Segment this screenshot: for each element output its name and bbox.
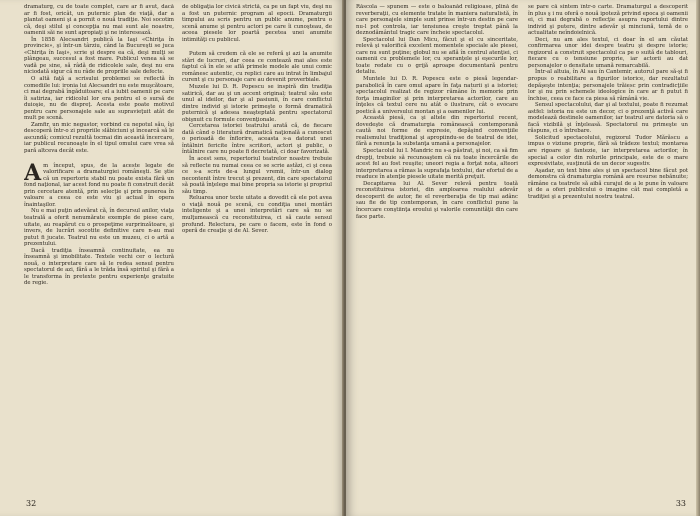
right-page-column-2: [528, 4, 688, 494]
paragraph: Sensul spectacolului, dar şi al textului, poate fi rezumat astfel: istoria nu este un decor, ci o prezenţă activă care modelează destinele oamenilor, iar teatrul are datoria să o facă vizibilă şi înţeleasă. Spectatorul nu primeşte un răspuns, ci o întrebare.: [528, 102, 688, 135]
paragraph: de obligaţia lor civică strictă, ca pe un fapt viu, deşi nu a fost un puternic program al epocii. Dramaturgii timpului au scris pentru un public anume, pentru o scenă anume şi pentru actori pe care îi cunoşteau, de aceea piesele lor poartă pecetea unei anumite intimităţi cu publicul.: [182, 4, 332, 43]
paragraph: Într-al altuia, în Al sau în Cantemir, autorul pare să-şi fi propus o reabilitare a figurilor istorice, dar rezultatul depăşeşte intenţia; personajele trăiesc prin contradicţiile lor şi nu prin schemele ideologice în care ar fi putut fi închise, ceea ce face ca piesa să rămână vie.: [528, 69, 688, 102]
paragraph: Aşadar, un text bine ales şi un spectacol bine făcut pot demonstra că dramaturgia română are resurse nebănuite; rămâne ca teatrele să aibă curajul de a le pune în valoare şi de a oferi publicului o imagine cât mai completă a tradiţiei şi a prezentului nostru teatral.: [528, 167, 688, 200]
paragraph: Muntele lui D. R. Popescu este o piesă legendar-parabolică în care omul apare în faţa naturii şi a istoriei; spectacolul realizat de regizor rămâne în memorie prin forţa imaginilor şi prin interpretarea actorilor, care au înţeles că textul cere nu atât o ilustrare, cât o evocare poetică a universului montan şi a oamenilor lui.: [356, 76, 518, 115]
drop-cap-letter: A: [24, 159, 42, 186]
paragraph: Reluarea unor texte uitate a dovedit că ele pot avea o viaţă nouă pe scenă, cu condiţia unei montări inteligente şi a unei interpretări care să nu se mulţumească cu reconstituirea, ci să caute sensul profund. Relectura, pe care o facem, este în fond o operă de creaţie şi de Al. Sever.: [182, 195, 332, 235]
paragraph: Zamfir, un mic negustor, vorbind cu nepotul său, îşi descoperă într-o zi propriile slăbiciuni şi încearcă să le ascundă; comicul rezultă tocmai din această încercare, iar publicul recunoaşte în el tipul omului care vrea să pară altceva decât este.: [24, 121, 174, 155]
paragraph: Deci, nu am ales textul, ci doar în el am căutat confirmarea unor idei despre teatru şi despre istorie; regizorul a construit spectacolul ca pe o suită de tablouri, fiecare cu o tensiune proprie, iar actorii au dat personajelor o densitate umană remarcabilă.: [528, 36, 688, 69]
paragraph: Muzele lui D. R. Popescu se inspiră din tradiţia satirică, dar au şi un accent original; teatrul său este unul al ideilor, dar şi al pasiunii, în care conflictul dintre individ şi istorie primeşte o formă dramatică puternică şi adesea neaşteptată pentru spectatorul obişnuit cu formule convenţionale.: [182, 84, 332, 123]
left-page-column-2: [182, 4, 332, 494]
right-page-column-1: [356, 4, 518, 494]
paragraph: Dacă tradiţia înseamnă continuitate, ea nu înseamnă şi imobilitate. Textele vechi cer o lectură nouă, o interpretare care să le redea sensul pentru spectatorul de azi, fără a le trăda însă spiritul şi fără a le transforma în pretexte pentru experienţe gratuite de regie.: [24, 247, 174, 287]
paragraph: Solicitud spectacolului, regizorul Tudor Mărăscu a impus o viziune proprie, fără să trădeze textul; montarea are rigoare şi fantezie, iar interpretarea actorilor, în special a celor din rolurile principale, este de o mare expresivitate, susţinută de un decor sugestiv.: [528, 134, 688, 168]
paragraph-text: m început, spus, de la aceste legate de valorificare a dramaturgiei româneşti. Se ştie că un repertoriu stabil nu poate exista fără un fond naţional, iar acest fond nu poate fi construit decât prin cercetare atentă, prin selecţie şi prin punerea în valoare a ceea ce este viu şi actual în opera înaintaşilor.: [24, 162, 174, 208]
paragraph: Răscola — spunem — este o baloanăd religioase, plină de reverberaţii, cu elemente tratate în maniera naturalistă, în care personajele simple sunt prinse într-un destin pe care nu-l pot controla, iar tensiunea creşte treptat până la deznodământul tragic care încheie spectacolul.: [356, 4, 518, 37]
page-number-left: 32: [26, 499, 37, 508]
left-page: [0, 0, 344, 516]
paragraph: Cercetarea istoriei teatrului arată că, de fiecare dată când o literatură dramatică naţională a cunoscut o perioadă de înflorire, aceasta s-a datorat unei întâlniri fericite între scriitori, actori şi public, o întâlnire care nu poate fi decretată, ci doar favorizată.: [182, 123, 332, 156]
paragraph: Decapitarea lui Al. Sever relevă pentru toată reconstituirea istoriei, din amploarea realului adevăr descoperit de autor, fie el reverberaţia de tip mai adânc sau fie de tip contemporan, în care conflictul pune la încercare conştiinţa eroului şi valorile comunităţii din care face parte.: [356, 180, 518, 220]
paragraph: Spectacolul lui I. Mandric nu s-a păstrat, şi noi, ca să fim drepţi, trebuie să recunoaştem că nu toate încercările de acest fel au fost reuşite; uneori regia a forţat nota, alteori interpretarea a rămas la suprafaţa textului, dar efortul de a readuce în atenţie piesele uitate merită preţuit.: [356, 148, 518, 181]
paragraph: În acest sens, repertoriul teatrelor noastre trebuie să reflecte nu numai ceea ce se scrie astăzi, ci şi ceea ce s-a scris de-a lungul vremii, într-un dialog necontenit între trecut şi prezent, din care spectatorul să poată înţelege mai bine propria sa istorie şi propriul său timp.: [182, 156, 332, 195]
paragraph: dramaturg, cu de toate complet, care ar fi avut, dacă ar fi fost, oricât, un puternic plan de viaţă, dar a plantat oameni şi a pornit o nouă tradiţie. Noi socotim că, deşi stilul şi concepţia nu mai sunt ale noastre, oamenii săi ne sunt apropiaţi şi ne interesează.: [24, 4, 174, 37]
paragraph: O altă faţă a scrisului problemei se reflectă în comediile lui: ironia lui Alecsandri nu este muşcătoare, ci mai degrabă îngăduitoare; el a iubit oamenii pe care îi satiriza, iar ridicolul lor era pentru el o sursă de duioşie, nu de dispreţ. Acesta este poate motivul pentru care personajele sale au supravieţuit atât de mult pe scenă.: [24, 76, 174, 122]
paragraph: În 1858 Alecsandri publică la Iaşi «Chiriţa în provincie», şi într-un târziu, când la Bucureşti se juca «Chiriţa în Iaşi», scrie şi despre ea că, deşi mulţi se plângeau, succesul a fost mare. Publicul venea să se vadă pe sine, să râdă de ridicolele sale, deşi nu era niciodată sigur că nu râde de propriile sale defecte.: [24, 36, 174, 76]
paragraph: Spectacolul lui Dan Micu, făcut şi el cu sinceritate, relevă şi valorifică excelent momentele speciale ale piesei, care nu sunt puţine; globul nu se află în centrul atenţiei, ci oamenii cu problemele lor, cu speranţele şi eşecurile lor, toate redate cu o grijă aproape documentară pentru detaliu.: [356, 36, 518, 76]
page-edge: [696, 0, 700, 516]
paragraph-dropcap: [24, 159, 174, 209]
right-page: [346, 0, 700, 516]
page-number-right: 33: [675, 499, 686, 508]
paragraph: se pare că sintem într-o carte. Dramaturgul a descoperit în plus ş i nu oferă o nouă ipoteză privind epoca şi oamenii ei, ci mai degrabă o reflecţie asupra raportului dintre individ şi putere, dintre adevăr şi minciună, temă de o actualitate neîndoielnică.: [528, 4, 688, 37]
left-page-column-1: [24, 4, 174, 494]
paragraph: Nu e mai puţin adevărat că, în decursul anilor, viaţa teatrală a oferit nenumărate exemple de piese care, uitate, au reapărut cu o prospeţime surprinzătoare, şi invers, de lucrări socotite definitive care n-au mai putut fi jucate. Teatrul nu este un muzeu, ci o artă a prezentului.: [24, 208, 174, 248]
paragraph: Putem să credem că ele se referă şi azi la anumite stări de lucruri, dar ceea ce contează mai ales este faptul că în ele se află primele modele ale unui comic românesc autentic, cu replici care au intrat în limbajul curent şi cu personaje care au devenit proverbiale.: [182, 51, 332, 84]
paragraph: Această piesă, ca şi altele din repertoriul recent, dovedeşte că dramaturgia românească contemporană caută noi forme de expresie, depăşind convenţiile realismului tradiţional şi apropiindu-se de teatrul de idei, fără a renunţa la substanţa umană a personajelor.: [356, 115, 518, 148]
